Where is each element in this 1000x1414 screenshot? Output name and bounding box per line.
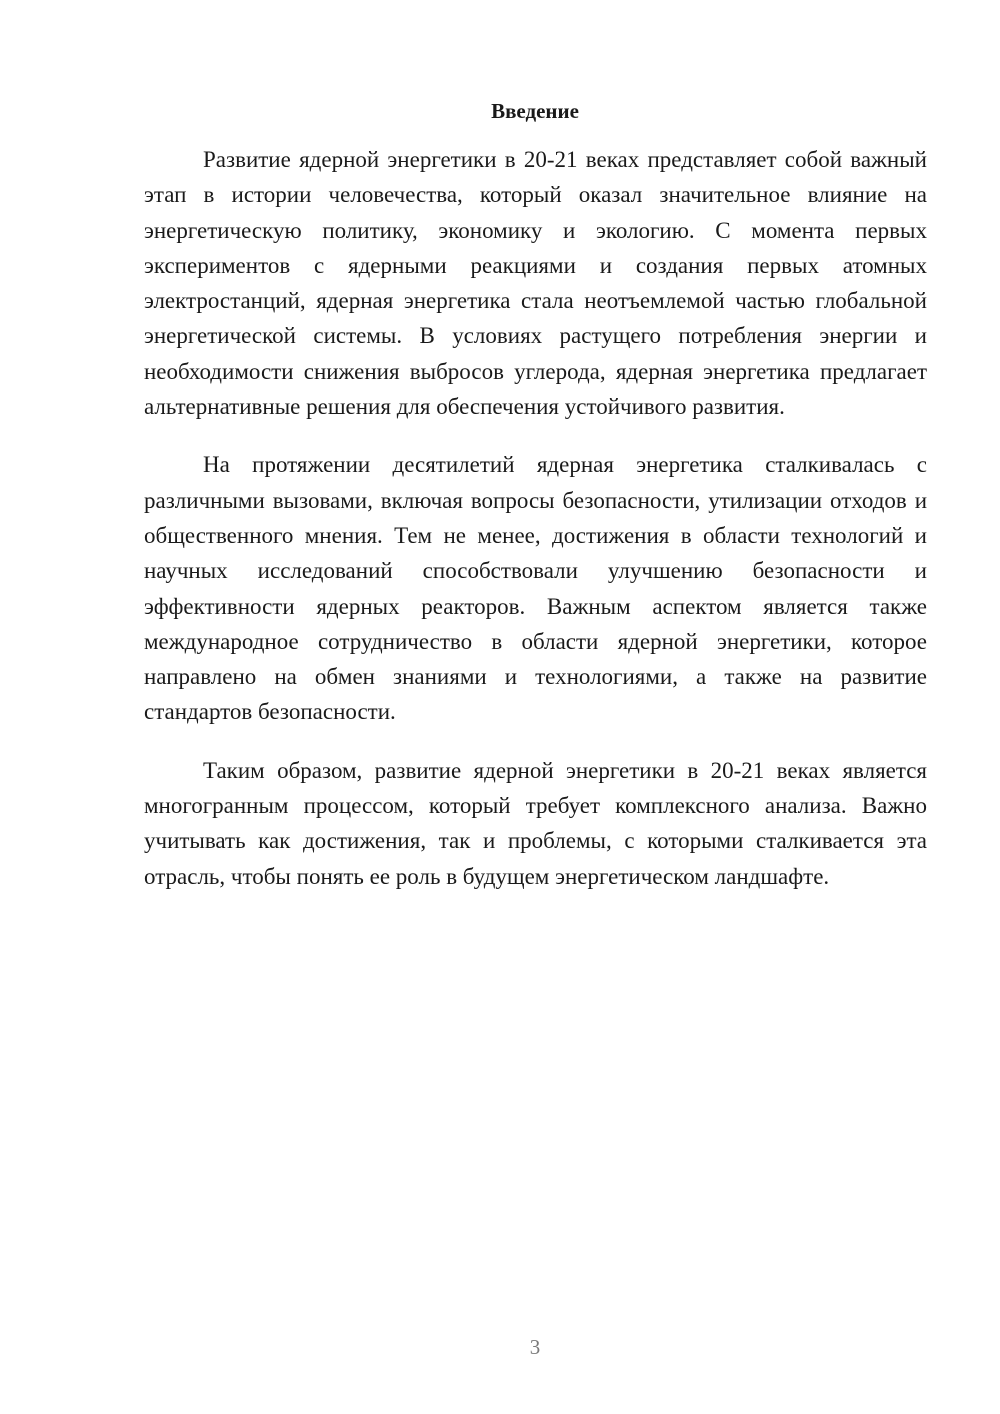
page-number: 3 (529, 1335, 541, 1359)
paragraph-1: Развитие ядерной энергетики в 20-21 веках представляет собой важный этап в истории человечества, который оказал значительное влияние на энергетическую политику, экономику и экологию. С момента первых экспериментов с ядерными реакциями и создания первых атомных электростанций, ядерная энергетика стала неотъемлемой частью глобальной энергетической системы. В условиях растущего потребления энергии и необходимости снижения выбросов углерода, ядерная энергетика предлагает альтернативные решения для обеспечения устойчивого развития. (144, 147, 927, 420)
body-text (144, 142, 927, 917)
paragraph-2: На протяжении десятилетий ядерная энергетика сталкивалась с различными вызовами, включая вопросы безопасности, утилизации отходов и общественного мнения. Тем не менее, достижения в области технологий и научных исследований способствовали улучшению безопасности и эффективности ядерных реакторов. Важным аспектом является также международное сотрудничество в области ядерной энергетики, которое направлено на обмен знаниями и технологиями, а также на развитие стандартов безопасности. (144, 452, 927, 725)
section-heading: Введение (491, 99, 579, 123)
paragraph-3: Таким образом, развитие ядерной энергетики в 20-21 веках является многогранным процессом, который требует комплексного анализа. Важно учитывать как достижения, так и проблемы, с которыми сталкивается эта отрасль, чтобы понять ее роль в будущем энергетическом ландшафте. (144, 757, 927, 889)
